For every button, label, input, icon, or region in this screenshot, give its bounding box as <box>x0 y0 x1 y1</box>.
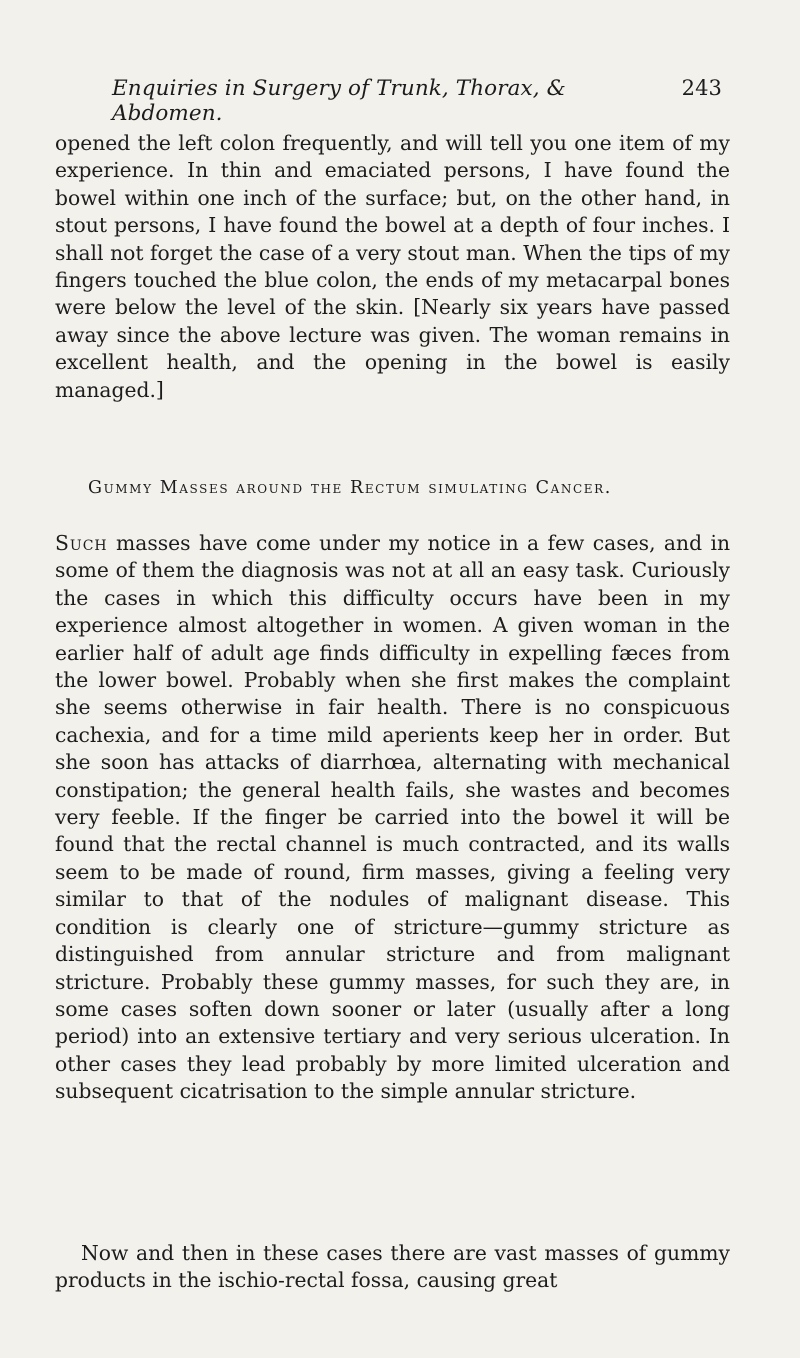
section-heading: Gummy Masses around the Rectum simulating Cancer. <box>88 478 612 498</box>
paragraph-1: opened the left colon frequently, and will tell you one item of my experience. In thin and emaciated persons, I have found the bowel within one inch of the surface; but, on the other hand, in stout persons, I have found the bowel at a depth of four inches. I shall not forget the case of a very stout man. When the tips of my fingers touched the blue colon, the ends of my metacarpal bones were below the level of the skin. [Nearly six years have passed away since the above lecture was given. The woman remains in excellent health, and the opening in the bowel is easily managed.] <box>55 131 730 402</box>
paragraph-2 <box>55 530 730 1106</box>
paragraph-2-text: masses have come under my notice in a few cases, and in some of them the diagnosis was not at all an easy task. Curiously the cases in which this difficulty occurs have been in my experience almost altogether in women. A given woman in the earlier half of adult age finds difficulty in expelling fæces from the lower bowel. Probably when she first makes the complaint she seems otherwise in fair health. There is no conspicuous cachexia, and for a time mild aperients keep her in order. But she soon has attacks of diarrhœa, alternating with mechanical constipation; the general health fails, she wastes and becomes very feeble. If the finger be carried into the bowel it will be found that the rectal channel is much contracted, and its walls seem to be made of round, firm masses, giving a feeling very similar to that of the nodules of malignant disease. This condition is clearly one of stricture—gummy stricture as distinguished from annular stricture and from malignant stricture. Probably these gummy masses, for such they are, in some cases soften down sooner or later (usually after a long period) into an extensive tertiary and very serious ulceration. In other cases they lead probably by more limited ulceration and subsequent cicatrisation to the simple annular stricture. <box>55 531 730 1104</box>
running-head <box>112 76 722 126</box>
paragraph-2-lead: Such <box>55 531 108 555</box>
paragraph-3: Now and then in these cases there are vast masses of gummy products in the ischio-rectal fossa, causing great <box>55 1241 730 1293</box>
running-title: Enquiries in Surgery of Trunk, Thorax, & Abdomen. <box>112 76 566 126</box>
page-number: 243 <box>681 76 722 100</box>
